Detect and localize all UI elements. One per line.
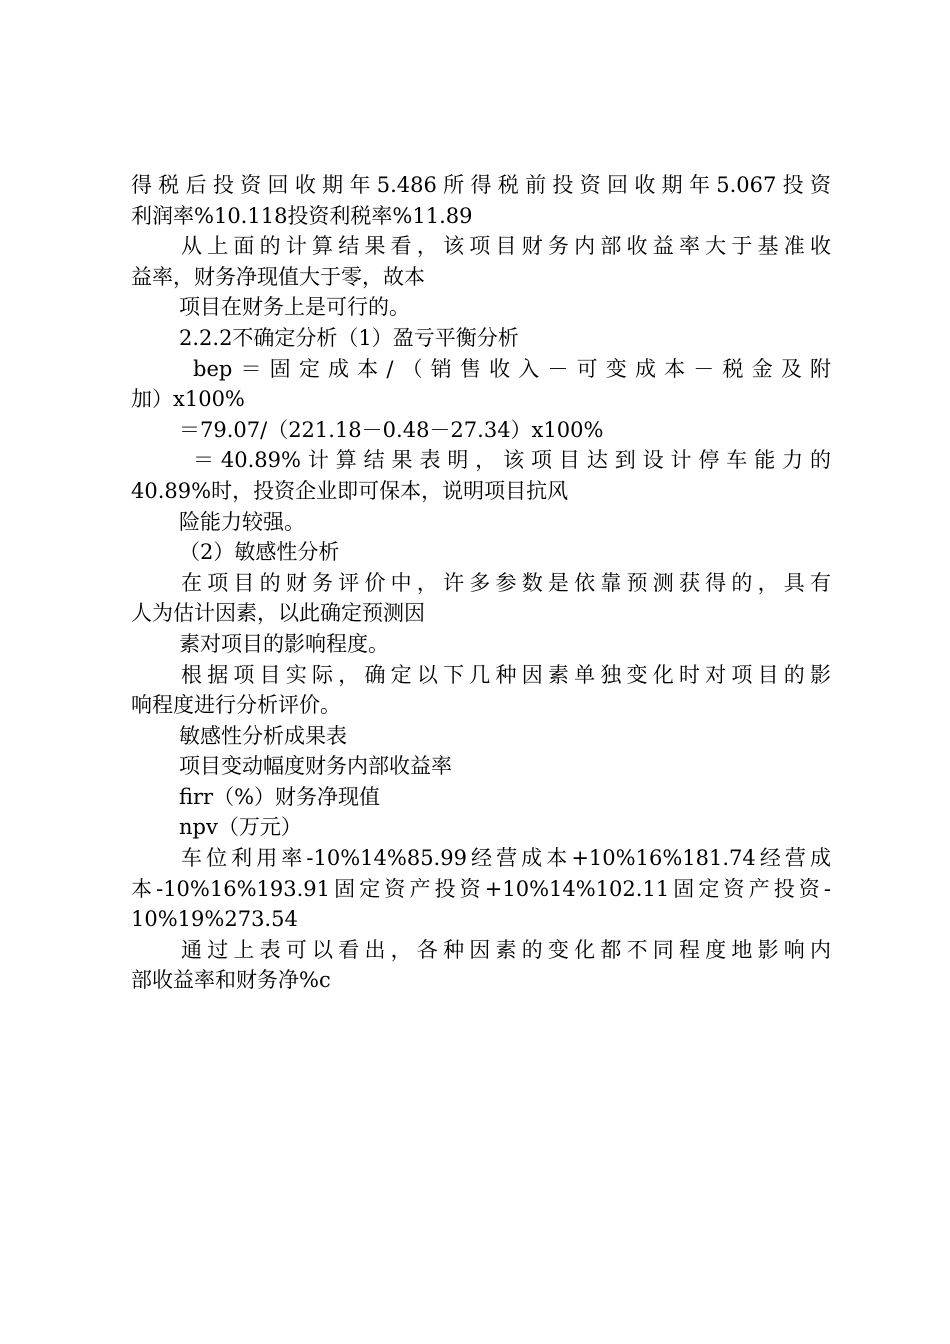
text-line: 加）x100%	[131, 387, 245, 412]
text-line: 40.89%时，投资企业即可保本，说明项目抗风	[131, 478, 569, 503]
text-line: 通过上表可以看出，各种因素的变化都不同程度地影响内	[181, 937, 831, 962]
text-line: 人为估计因素，以此确定预测因	[131, 601, 425, 626]
text-line: 利润率%10.118投资利税率%11.89	[131, 203, 473, 228]
text-line: 2.2.2不确定分析（1）盈亏平衡分析	[179, 325, 519, 350]
text-line: 根据项目实际，确定以下几种因素单独变化时对项目的影	[181, 662, 831, 687]
document-body	[131, 170, 831, 996]
text-line: （2）敏感性分析	[179, 540, 340, 565]
text-line: 本-10%16%193.91固定资产投资+10%14%102.11固定资产投资-	[131, 876, 831, 901]
text-line: 项目变动幅度财务内部收益率	[179, 754, 452, 779]
text-line: 车位利用率-10%14%85.99经营成本+10%16%181.74经营成	[181, 846, 831, 871]
text-line: 敏感性分析成果表	[179, 723, 347, 748]
text-line: firr（%）财务净现值	[179, 784, 381, 809]
text-line: 部收益率和财务净%c	[131, 968, 331, 993]
text-line: 险能力较强。	[179, 509, 305, 534]
text-line: 10%19%273.54	[131, 907, 298, 932]
text-line: npv（万元）	[179, 815, 302, 840]
text-line: 从上面的计算结果看，该项目财务内部收益率大于基准收	[181, 234, 831, 259]
text-line: 项目在财务上是可行的。	[179, 295, 410, 320]
text-line: 在项目的财务评价中，许多参数是依靠预测获得的，具有	[181, 570, 831, 595]
text-line: ＝40.89%计算结果表明，该项目达到设计停车能力的	[193, 448, 831, 473]
text-line: ＝79.07/（221.18－0.48－27.34）x100%	[179, 417, 604, 442]
text-line: 得税后投资回收期年5.486所得税前投资回收期年5.067投资	[131, 173, 831, 197]
text-line: bep＝固定成本/（销售收入－可变成本－税金及附	[193, 356, 831, 381]
text-line: 素对项目的影响程度。	[179, 631, 389, 656]
text-line: 益率，财务净现值大于零，故本	[131, 264, 425, 289]
text-line: 响程度进行分析评价。	[131, 693, 341, 718]
